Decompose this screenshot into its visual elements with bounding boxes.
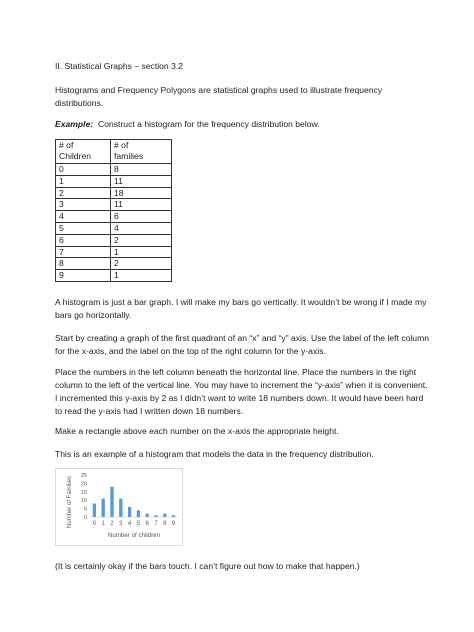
paragraph-bars-touch: (It is certainly okay if the bars touch. I can’t figure out how to make that happen.) — [55, 561, 360, 571]
cell-children: 0 — [56, 164, 111, 176]
x-tick-label: 0 — [92, 521, 97, 527]
y-tick-label: 15 — [80, 489, 87, 496]
x-tick-label: 1 — [101, 521, 105, 527]
example-line — [55, 118, 430, 131]
x-tick-label: 9 — [171, 521, 176, 527]
x-tick-label: 6 — [145, 521, 149, 527]
header-children: # of Children — [56, 140, 111, 164]
cell-families: 6 — [111, 211, 172, 223]
y-tick-label: 0 — [83, 515, 87, 521]
cell-children: 5 — [56, 222, 111, 234]
cell-families: 11 — [111, 175, 172, 187]
cell-families: 18 — [111, 187, 172, 199]
y-tick-label: 20 — [80, 481, 87, 488]
histogram-bar — [163, 514, 166, 517]
histogram-bar — [119, 499, 122, 517]
histogram-bar — [154, 515, 157, 517]
histogram-bar — [110, 487, 113, 517]
cell-children: 4 — [56, 211, 111, 223]
paragraph-rectangles: Make a rectangle above each number on the x-axis the appropriate height. — [55, 426, 339, 436]
paragraph-place-numbers: Place the numbers in the left column beneath the horizontal line. Place the numbers in the right column to the left of the vertical line. You may have to increment the “y-axis” when it is convenient. I incremented this y-axis by 2 as I didn’t want to write 18 numbers down. It would have been hard to read the y-axis had I written down 18 numbers. — [55, 367, 428, 416]
table-header-row — [56, 140, 172, 164]
cell-families: 11 — [111, 199, 172, 211]
cell-children: 9 — [56, 270, 111, 282]
histogram-bar — [146, 514, 149, 517]
histogram-bar — [128, 507, 131, 517]
x-tick-label: 4 — [127, 521, 132, 527]
cell-families: 4 — [111, 222, 172, 234]
x-tick-label: 2 — [110, 521, 114, 527]
intro-paragraph: Histograms and Frequency Polygons are statistical graphs used to illustrate frequency distributions. — [55, 85, 383, 108]
histogram-chart — [55, 468, 183, 546]
table-row — [56, 222, 172, 234]
table-row — [56, 246, 172, 258]
histogram-bar — [172, 515, 175, 517]
x-tick-label: 7 — [154, 521, 158, 527]
table-row — [56, 164, 172, 176]
y-tick-label: 5 — [83, 506, 87, 513]
table-row — [56, 175, 172, 187]
y-tick-label: 25 — [80, 473, 87, 479]
paragraph-bar-graph: A histogram is just a bar graph. I will make my bars go vertically. It wouldn’t be wrong if I made my bars go horizontally. — [55, 297, 427, 320]
cell-families: 1 — [111, 270, 172, 282]
x-tick-label: 5 — [136, 521, 141, 527]
paragraph-quadrant: Start by creating a graph of the first quadrant of an “x” and “y” axis. Use the label of the left column for the x-axis, and the label on the top of the right column for the y-axis. — [55, 333, 430, 356]
cell-children: 2 — [56, 187, 111, 199]
cell-children: 8 — [56, 258, 111, 270]
x-tick-label: 8 — [163, 521, 167, 527]
table-row — [56, 258, 172, 270]
table-row — [56, 187, 172, 199]
paragraph-example-histogram: This is an example of a histogram that models the data in the frequency distribution. — [55, 449, 374, 459]
table-row — [56, 234, 172, 246]
x-tick-label: 3 — [119, 521, 123, 527]
example-label: Example: — [55, 119, 94, 129]
cell-families: 8 — [111, 164, 172, 176]
section-heading: II. Statistical Graphs – section 3.2 — [55, 61, 184, 71]
cell-children: 6 — [56, 234, 111, 246]
table-row — [56, 270, 172, 282]
cell-children: 1 — [56, 175, 111, 187]
cell-families: 1 — [111, 246, 172, 258]
x-axis-title: Number of children — [107, 532, 161, 539]
table-row — [56, 199, 172, 211]
cell-children: 7 — [56, 246, 111, 258]
frequency-table — [55, 139, 172, 282]
cell-families: 2 — [111, 258, 172, 270]
y-axis-title: Number of Families — [67, 475, 73, 529]
histogram-bar — [102, 499, 105, 517]
cell-families: 2 — [111, 234, 172, 246]
histogram-svg — [56, 469, 184, 547]
header-families: # of families — [111, 140, 172, 164]
histogram-bar — [93, 504, 96, 517]
y-tick-label: 10 — [80, 498, 87, 505]
example-text: Construct a histogram for the frequency distribution below. — [98, 119, 320, 129]
table-row — [56, 211, 172, 223]
cell-children: 3 — [56, 199, 111, 211]
histogram-bar — [137, 510, 140, 517]
